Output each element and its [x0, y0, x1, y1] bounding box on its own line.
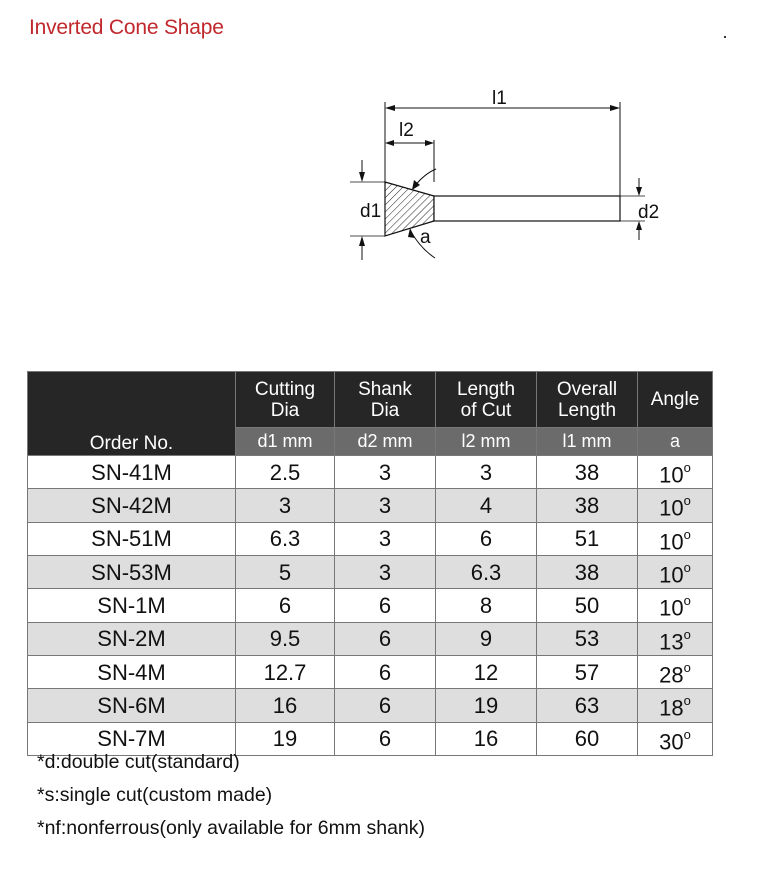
table-row	[28, 589, 713, 622]
degree-symbol: o	[683, 659, 691, 675]
degree-symbol: o	[683, 559, 691, 575]
page-title: Inverted Cone Shape	[29, 16, 224, 39]
order-no-cell: SN-42M	[28, 489, 236, 522]
d1-label: d1	[360, 201, 382, 222]
angle-cell: 30$^o$	[638, 722, 713, 755]
cutting-dia-cell: 6.3	[236, 522, 335, 555]
order-no-cell: SN-53M	[28, 555, 236, 588]
cutting-dia-cell: 12.7	[236, 655, 335, 688]
order-no-cell: SN-7M	[28, 722, 236, 755]
degree-symbol: o	[683, 460, 691, 475]
cutting-dia-header: Cutting Dia	[236, 372, 335, 428]
shank-dia-cell: 6	[335, 722, 436, 755]
degree-symbol: o	[683, 693, 691, 709]
d2-label: d2	[638, 202, 660, 223]
angle-header: Angle	[638, 372, 713, 428]
shank-dia-cell: 3	[335, 489, 436, 522]
length-of-cut-cell: 8	[436, 589, 537, 622]
length-of-cut-cell: 19	[436, 689, 537, 722]
cutting-dia-cell: 6	[236, 589, 335, 622]
overall-length-cell: 57	[537, 655, 638, 688]
cutting-dia-cell: 9.5	[236, 622, 335, 655]
table-row	[28, 655, 713, 688]
table-row	[28, 555, 713, 588]
length-of-cut-cell: 12	[436, 655, 537, 688]
overall-length-cell: 38	[537, 456, 638, 489]
order-no-cell: SN-51M	[28, 522, 236, 555]
cutting-dia-cell: 19	[236, 722, 335, 755]
degree-symbol: o	[683, 726, 691, 742]
length-of-cut-cell: 6.3	[436, 555, 537, 588]
stray-dot	[724, 36, 726, 38]
degree-symbol: o	[683, 593, 691, 609]
shank	[434, 196, 620, 221]
order-no-cell: SN-6M	[28, 689, 236, 722]
shank-dia-cell: 6	[335, 655, 436, 688]
length-of-cut-header: Length of Cut	[436, 372, 537, 428]
degree-symbol: o	[683, 526, 691, 542]
cutting-dia-cell: 3	[236, 489, 335, 522]
order-no-header: Order No.	[28, 372, 236, 456]
angle-label: a	[420, 227, 431, 248]
footnotes	[37, 746, 425, 845]
footnote-nonferrous: *nf:nonferrous(only available for 6mm shank)	[37, 817, 426, 839]
length-of-cut-cell: 4	[436, 489, 537, 522]
table-body	[28, 456, 713, 756]
overall-length-cell: 63	[537, 689, 638, 722]
shank-dia-cell: 3	[335, 555, 436, 588]
angle-cell: 28$^o$	[638, 655, 713, 688]
footnote-single-cut: *s:single cut(custom made)	[37, 784, 273, 806]
shank-dia-cell: 3	[335, 456, 436, 489]
angle-cell: 10$^o$	[638, 555, 713, 588]
shank-dia-cell: 6	[335, 689, 436, 722]
length-of-cut-cell: 6	[436, 522, 537, 555]
l2-label: l2	[399, 120, 414, 141]
angle-cell: 10$^o$	[638, 522, 713, 555]
inverted-cone-diagram	[340, 80, 680, 270]
footnote-double-cut: *d:double cut(standard)	[37, 751, 240, 773]
unit-d1: d1 mm	[236, 428, 335, 456]
shank-dia-cell: 3	[335, 522, 436, 555]
overall-length-cell: 38	[537, 489, 638, 522]
angle-cell: 18$^o$	[638, 689, 713, 722]
length-of-cut-cell: 16	[436, 722, 537, 755]
table-row	[28, 522, 713, 555]
overall-length-cell: 53	[537, 622, 638, 655]
cutting-dia-cell: 2.5	[236, 456, 335, 489]
angle-cell: 10$^o$	[638, 489, 713, 522]
angle-cell: 10$^o$	[638, 456, 713, 489]
order-no-cell: SN-1M	[28, 589, 236, 622]
unit-d2: d2 mm	[335, 428, 436, 456]
angle-cell: 10$^o$	[638, 589, 713, 622]
unit-l2: l2 mm	[436, 428, 537, 456]
order-no-cell: SN-4M	[28, 655, 236, 688]
length-of-cut-cell: 3	[436, 456, 537, 489]
table-row	[28, 622, 713, 655]
degree-symbol: o	[683, 493, 691, 509]
cutting-dia-cell: 16	[236, 689, 335, 722]
length-of-cut-cell: 9	[436, 622, 537, 655]
l1-label: l1	[492, 88, 507, 109]
overall-length-cell: 60	[537, 722, 638, 755]
shank-dia-cell: 6	[335, 589, 436, 622]
angle-cell: 13$^o$	[638, 622, 713, 655]
header-row	[28, 372, 713, 428]
overall-length-header: Overall Length	[537, 372, 638, 428]
order-no-cell: SN-41M	[28, 456, 236, 489]
overall-length-cell: 51	[537, 522, 638, 555]
degree-symbol: o	[683, 626, 691, 642]
table-row	[28, 689, 713, 722]
shank-dia-cell: 6	[335, 622, 436, 655]
shank-dia-header: Shank Dia	[335, 372, 436, 428]
overall-length-cell: 38	[537, 555, 638, 588]
unit-angle: a	[638, 428, 713, 456]
cutting-dia-cell: 5	[236, 555, 335, 588]
table-row	[28, 456, 713, 489]
unit-l1: l1 mm	[537, 428, 638, 456]
table-row	[28, 489, 713, 522]
spec-table	[27, 371, 713, 756]
order-no-cell: SN-2M	[28, 622, 236, 655]
overall-length-cell: 50	[537, 589, 638, 622]
